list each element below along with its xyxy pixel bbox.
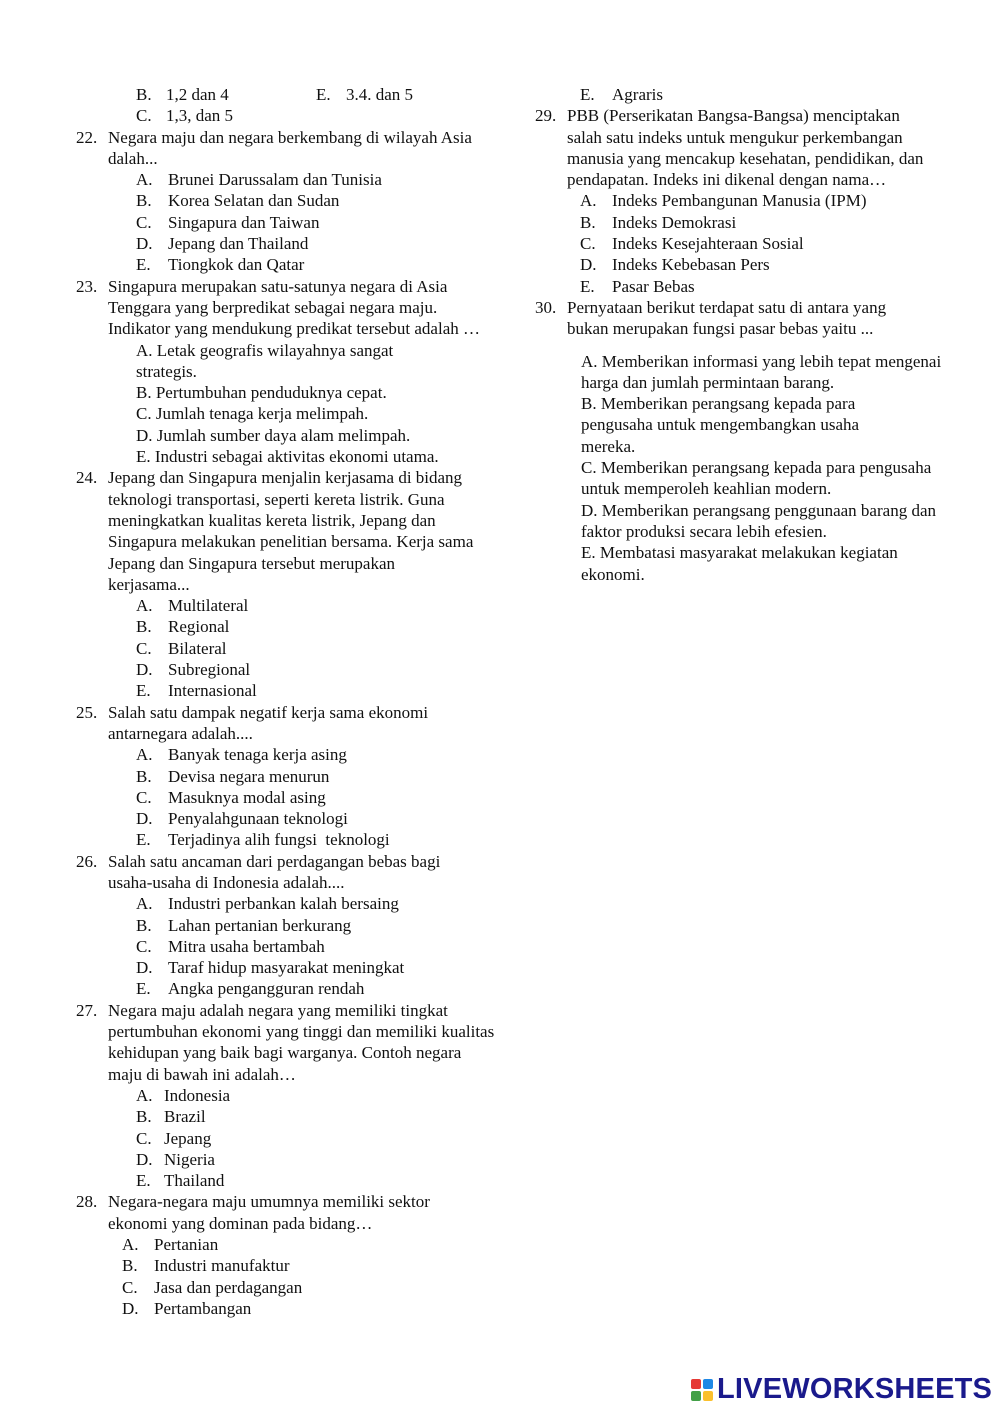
option-a: A. Banyak tenaga kerja asing	[136, 745, 347, 765]
option-b: B. Regional	[136, 617, 230, 637]
question-number: 22.	[76, 127, 98, 147]
option-e: E. Terjadinya alih fungsi teknologi	[136, 830, 390, 850]
question-text: Singapura merupakan satu-satunya negara di Asia Tenggara yang berpredikat sebagai negara maju. Indikator yang mendukung predikat tersebut adalah …	[108, 276, 480, 339]
option-c: C. Memberikan perangsang kepada para pengusaha untuk memperoleh keahlian modern.	[581, 458, 932, 499]
question-30-options	[581, 351, 943, 585]
option-b: B. Indeks Demokrasi	[580, 212, 737, 232]
option-d: D. Memberikan perangsang penggunaan barang dan faktor produksi secara lebih efesien.	[581, 500, 936, 541]
logo-square-green	[691, 1391, 701, 1401]
question-26-options	[136, 893, 496, 999]
liveworksheets-logo	[691, 1374, 992, 1406]
question-text: Salah satu ancaman dari perdagangan bebas bagi usaha-usaha di Indonesia adalah....	[108, 851, 441, 892]
option-e: E. Agraris	[580, 85, 663, 104]
option-e: E. Internasional	[136, 681, 257, 701]
option-d: D. Jepang dan Thailand	[136, 234, 309, 254]
question-28-options-tail	[580, 84, 955, 105]
question-22-options	[136, 169, 496, 275]
option-b: B. Memberikan perangsang kepada para pengusaha untuk mengembangkan usaha mereka.	[581, 394, 860, 456]
logo-square-red	[691, 1379, 701, 1389]
option-c: C. Masuknya modal asing	[136, 787, 326, 807]
logo-text: LIVEWORKSHEETS	[717, 1373, 993, 1406]
question-number: 23.	[76, 276, 98, 296]
question-number: 26.	[76, 851, 98, 871]
question-28-options	[122, 1234, 496, 1319]
option-c: C. Jepang	[136, 1128, 212, 1148]
option-c: C. Jumlah tenaga kerja melimpah.	[136, 404, 369, 424]
option-e: E. Thailand	[136, 1171, 225, 1191]
question-text: Negara-negara maju umumnya memiliki sektor ekonomi yang dominan pada bidang…	[108, 1192, 430, 1233]
question-number: 24.	[76, 468, 98, 488]
question-30	[535, 297, 955, 340]
option-d: D. Subregional	[136, 660, 251, 680]
question-number: 30.	[535, 297, 557, 317]
question-23	[76, 276, 496, 340]
option-d: D. Jumlah sumber daya alam melimpah.	[136, 425, 411, 445]
question-26	[76, 851, 496, 894]
question-number: 27.	[76, 1000, 98, 1020]
option-b: B. Devisa negara menurun	[136, 766, 330, 786]
q21-options-tail	[136, 84, 496, 127]
option-e: E. Tiongkok dan Qatar	[136, 255, 305, 275]
liveworksheets-logo-icon	[691, 1379, 713, 1401]
option-d: D. Indeks Kebebasan Pers	[580, 255, 770, 275]
option-b: B. Lahan pertanian berkurang	[136, 915, 352, 935]
left-column	[76, 84, 496, 1319]
question-25-options	[136, 744, 496, 850]
option-d: D. Pertambangan	[122, 1298, 252, 1318]
option-a: A. Industri perbankan kalah bersaing	[136, 894, 399, 914]
q21-option-c: C. 1,3, dan 5	[136, 106, 234, 126]
option-a: A. Indeks Pembangunan Manusia (IPM)	[580, 191, 867, 211]
option-a: A. Brunei Darussalam dan Tunisia	[136, 170, 382, 190]
option-a: A. Memberikan informasi yang lebih tepat mengenai harga dan jumlah permintaan barang.	[581, 351, 942, 392]
q21-option-e: E. 3.4. dan 5	[316, 85, 414, 104]
option-b: B. Industri manufaktur	[122, 1256, 290, 1276]
option-c: C. Singapura dan Taiwan	[136, 212, 320, 232]
question-25	[76, 702, 496, 745]
question-29-options	[580, 190, 955, 296]
question-22	[76, 127, 496, 170]
question-text: Salah satu dampak negatif kerja sama ekonomi antarnegara adalah....	[108, 702, 429, 743]
logo-square-yellow	[703, 1391, 713, 1401]
option-e: E. Angka pengangguran rendah	[136, 979, 365, 999]
question-27-options	[136, 1085, 496, 1191]
option-e: E. Membatasi masyarakat melakukan kegiatan ekonomi.	[581, 543, 898, 584]
option-e: E. Industri sebagai aktivitas ekonomi utama.	[136, 447, 439, 467]
option-a: A. Indonesia	[136, 1085, 231, 1105]
question-29	[535, 105, 955, 190]
option-d: D. Taraf hidup masyarakat meningkat	[136, 958, 405, 978]
question-28	[76, 1191, 496, 1234]
question-24-options	[136, 595, 496, 701]
option-c: C. Mitra usaha bertambah	[136, 936, 325, 956]
option-b: B. Brazil	[136, 1107, 206, 1127]
option-b: B. Pertumbuhan penduduknya cepat.	[136, 383, 387, 403]
question-number: 29.	[535, 106, 557, 126]
question-text: Negara maju adalah negara yang memiliki tingkat pertumbuhan ekonomi yang tinggi dan memiliki kualitas kehidupan yang baik bagi warganya. Contoh negara maju di bawah ini adalah…	[108, 1000, 495, 1084]
question-text: Pernyataan berikut terdapat satu di antara yang bukan merupakan fungsi pasar bebas yaitu ...	[567, 297, 887, 339]
question-23-options	[136, 340, 439, 468]
question-text: Negara maju dan negara berkembang di wilayah Asia dalah...	[108, 127, 472, 168]
option-b: B. Korea Selatan dan Sudan	[136, 191, 340, 211]
question-27	[76, 1000, 496, 1085]
option-a: A. Pertanian	[122, 1235, 219, 1255]
option-a: A. Letak geografis wilayahnya sangat strategis.	[136, 340, 394, 381]
option-d: D. Nigeria	[136, 1149, 215, 1169]
q21-option-b: B. 1,2 dan 4	[136, 85, 229, 104]
question-text: Jepang dan Singapura menjalin kerjasama di bidang teknologi transportasi, seperti kereta listrik. Guna meningkatkan kualitas kereta listrik, Jepang dan Singapura melakukan penelitian bersama. Kerja sama Jepang dan Singapura tersebut merupakan kerjasama...	[108, 468, 474, 594]
question-text: PBB (Perserikatan Bangsa-Bangsa) menciptakan salah satu indeks untuk mengukur perkembangan manusia yang mencakup kesehatan, pendidikan, dan pendapatan. Indeks ini dikenal dengan nama…	[567, 106, 924, 190]
right-column	[535, 84, 955, 585]
option-c: C. Indeks Kesejahteraan Sosial	[580, 234, 804, 254]
option-d: D. Penyalahgunaan teknologi	[136, 809, 348, 829]
logo-square-blue	[703, 1379, 713, 1389]
option-a: A. Multilateral	[136, 596, 249, 616]
option-c: C. Jasa dan perdagangan	[122, 1277, 303, 1297]
option-e: E. Pasar Bebas	[580, 276, 695, 296]
question-number: 25.	[76, 702, 98, 722]
option-c: C. Bilateral	[136, 638, 227, 658]
question-number: 28.	[76, 1192, 98, 1212]
question-24	[76, 467, 496, 595]
